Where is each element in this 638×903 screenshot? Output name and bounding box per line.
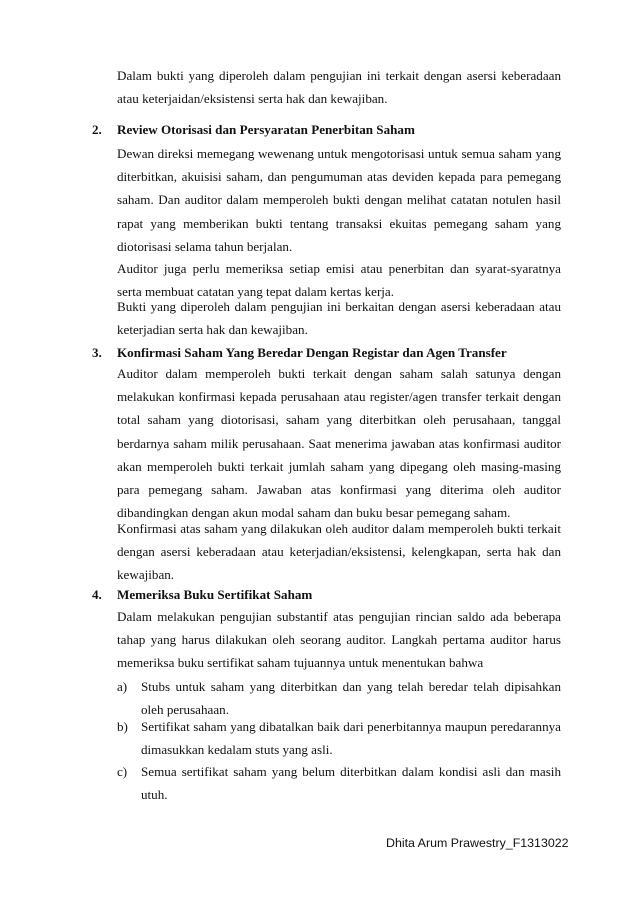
heading-section-3 (92, 342, 562, 364)
page-footer: Dhita Arum Prawestry_F1313022 (386, 836, 569, 850)
list-marker: c) (117, 764, 128, 779)
list-item-text: Stubs untuk saham yang diterbitkan dan yang telah beredar telah dipisahkan oleh perusahaan. (141, 679, 561, 718)
heading-section-2 (92, 119, 562, 141)
paragraph-2c: Bukti yang diperoleh dalam pengujian ini berkaitan dengan asersi keberadaan atau keterjadian serta hak dan kewajiban. (117, 299, 561, 338)
heading-number: 2. (92, 122, 102, 137)
paragraph-intro: Dalam bukti yang diperoleh dalam pengujian ini terkait dengan asersi keberadaan atau keterjaidan/eksistensi serta hak dan kewajiban. (117, 68, 561, 107)
list-item-text: Semua sertifikat saham yang belum diterbitkan dalam kondisi asli dan masih utuh. (141, 764, 561, 803)
list-item (117, 760, 561, 806)
list-item (117, 715, 561, 761)
paragraph-3a: Auditor dalam memperoleh bukti terkait dengan saham salah satunya dengan melakukan konfirmasi kepada perusahaan atau register/agen transfer terkait dengan total saham yang diotorisasi, saham yang diterbitkan oleh perusahaan, tanggal berdarnya saham milik perusahaan. Saat menerima jawaban atas konfirmasi auditor akan memperoleh bukti terkait jumlah saham yang dipegang oleh masing-masing para pemegang saham. Jawaban atas konfirmasi yang diterima oleh auditor dibandingkan dengan akun modal saham dan buku besar pemegang saham. (117, 366, 561, 521)
paragraph-3b: Konfirmasi atas saham yang dilakukan oleh auditor dalam memperoleh bukti terkait dengan asersi keberadaan atau keterjadian/eksistensi, kelengkapan, serta hak dan kewajiban. (117, 521, 561, 583)
list-marker: a) (117, 679, 128, 694)
paragraph-2a: Dewan direksi memegang wewenang untuk mengotorisasi untuk semua saham yang diterbitkan, akuisisi saham, dan pengumuman atas deviden kepada para pemegang saham. Dan auditor dalam memperoleh bukti dengan melihat catatan notulen hasil rapat yang memberikan bukti tentang transaksi ekuitas pemegang saham yang diotorisasi selama tahun berjalan. (117, 146, 561, 254)
list-item-text: Sertifikat saham yang dibatalkan baik dari penerbitannya maupun peredarannya dimasukkan kedalam stuts yang asli. (141, 719, 561, 758)
paragraph-4a: Dalam melakukan pengujian substantif atas pengujian rincian saldo ada beberapa tahap yang harus dilakukan oleh seorang auditor. Langkah pertama auditor harus memeriksa buku sertifikat saham tujuannya untuk menentukan bahwa (117, 609, 561, 671)
heading-section-4 (92, 584, 562, 606)
heading-title: Review Otorisasi dan Persyaratan Penerbitan Saham (117, 122, 415, 137)
heading-title: Konfirmasi Saham Yang Beredar Dengan Registar dan Agen Transfer (117, 345, 507, 360)
paragraph-2b: Auditor juga perlu memeriksa setiap emisi atau penerbitan dan syarat-syaratnya serta membuat catatan yang tepat dalam kertas kerja. (117, 261, 561, 300)
list-marker: b) (117, 719, 128, 734)
heading-number: 3. (92, 345, 102, 360)
heading-number: 4. (92, 587, 102, 602)
heading-title: Memeriksa Buku Sertifikat Saham (117, 587, 313, 602)
